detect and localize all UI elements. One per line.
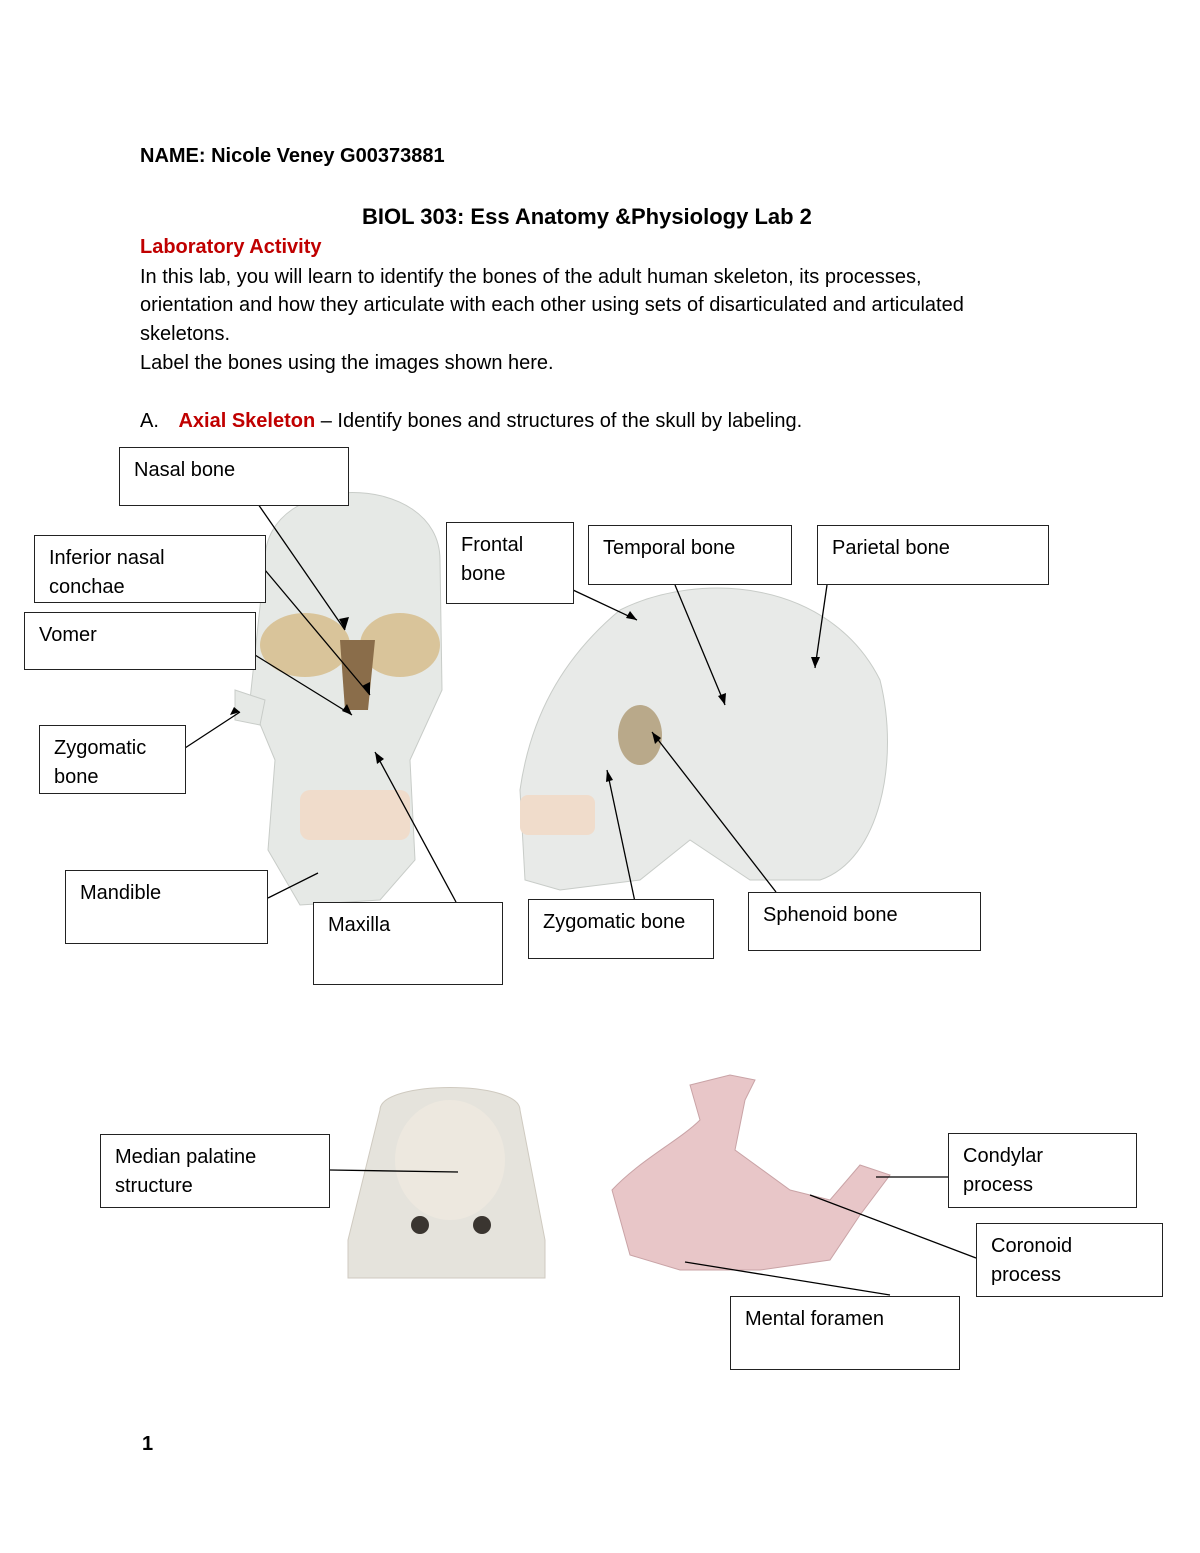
label-zygomatic-bone-lateral[interactable]: Zygomatic bone (528, 899, 714, 959)
part-a-instruction: – Identify bones and structures of the skull by labeling. (315, 410, 803, 432)
intro-line-1: In this lab, you will learn to identify the bones of the adult human skeleton, its processes, (140, 266, 922, 288)
section-heading: Laboratory Activity (140, 236, 322, 258)
part-a-heading: Axial Skeleton (178, 410, 316, 432)
part-a-line (140, 407, 802, 435)
page-number: 1 (142, 1433, 154, 1455)
label-vomer[interactable]: Vomer (24, 612, 256, 670)
label-parietal-bone[interactable]: Parietal bone (817, 525, 1049, 585)
intro-line-3: skeletons. (140, 323, 231, 345)
label-inferior-nasal-conchae[interactable]: Inferior nasal conchae (34, 535, 266, 603)
label-temporal-bone[interactable]: Temporal bone (588, 525, 792, 585)
label-mental-foramen[interactable]: Mental foramen (730, 1296, 960, 1370)
label-frontal-bone[interactable]: Frontal bone (446, 522, 574, 604)
label-median-palatine[interactable]: Median palatine structure (100, 1134, 330, 1208)
anterior-skull-image (235, 493, 442, 906)
label-mandible[interactable]: Mandible (65, 870, 268, 944)
lateral-skull-image (520, 588, 888, 890)
label-nasal-bone[interactable]: Nasal bone (119, 447, 349, 506)
intro-line-4: Label the bones using the images shown here. (140, 352, 554, 374)
label-sphenoid-bone[interactable]: Sphenoid bone (748, 892, 981, 951)
part-a-letter: A. (140, 410, 159, 432)
document-title: BIOL 303: Ess Anatomy &Physiology Lab 2 (362, 204, 812, 229)
label-condylar-process[interactable]: Condylar process (948, 1133, 1137, 1208)
label-coronoid-process[interactable]: Coronoid process (976, 1223, 1163, 1297)
label-zygomatic-bone-anterior[interactable]: Zygomatic bone (39, 725, 186, 794)
palate-image (348, 1088, 545, 1279)
mandible-image (612, 1075, 890, 1270)
student-name-line: NAME: Nicole Veney G00373881 (140, 145, 445, 167)
intro-line-2: orientation and how they articulate with each other using sets of disarticulated and articulated (140, 294, 964, 316)
label-maxilla[interactable]: Maxilla (313, 902, 503, 985)
